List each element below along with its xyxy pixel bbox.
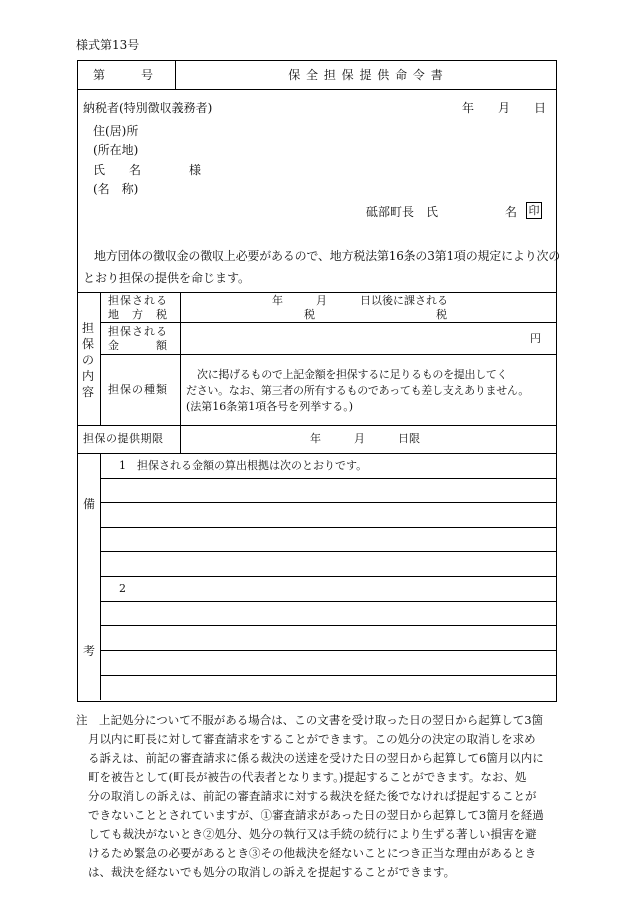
amount-unit: 円 [530,332,541,345]
secured-amount-label-2: 金 額 [108,339,168,352]
content-side-label-2: 保 [82,337,95,351]
document-title: 保 全 担 保 提 供 命 令 書 [288,68,444,82]
secured-tax-label-1: 担保される [108,294,168,307]
notice-line-5: 分の取消しの訴えは、前記の審査請求に対する裁決を経た後でなければ提起することが [88,789,537,803]
notice-line-4: 町を被告として(町長が被告の代表者となります。)提起することができます。なお、処 [88,770,527,784]
remarks-item-2: 2 [119,582,126,595]
address-label: 住(居)所 [93,124,139,138]
content-side-label-5: 容 [82,385,95,399]
issue-date: 年 月 日 [462,101,547,115]
deadline-label: 担保の提供期限 [83,432,164,445]
seal-mark: 印 [526,202,542,219]
tax-type-text: 税 税 [304,308,447,321]
taxpayer-label: 納税者(特別徴収義務者) [83,101,213,115]
secured-amount-label-1: 担保される [108,325,168,338]
remarks-side-label-bottom: 考 [83,644,96,658]
content-side-label-1: 担 [82,321,95,335]
form-number: 様式第13号 [76,38,140,52]
order-text-line2: とおり担保の提供を命じます。 [83,271,251,285]
collateral-type-line1: 次に掲げるもので上記金額を担保するに足りるものを提出してく [197,368,508,381]
document-number-label: 第 号 [93,68,154,82]
notice-line-3: る訴えは、前記の審査請求に係る裁決の送達を受けた日の翌日から起算して6箇月以内に [88,751,544,765]
location-label: (所在地) [93,143,139,157]
content-side-label-4: 内 [82,369,95,383]
remarks-side-label-top: 備 [83,497,96,511]
taxpayer-name-label: 氏 名 様 [93,163,202,177]
tax-date-text: 年 月 日以後に課される [272,294,448,307]
notice-line-9: は、裁決を経ないでも処分の取消しの訴えを提起することができます。 [88,865,456,879]
remarks-item-1: 1 担保される金額の算出根拠は次のとおりです。 [119,459,368,472]
collateral-type-line3: (法第16条第1項各号を列挙する。) [186,400,354,413]
notice-line-7: しても裁決がないとき②処分、処分の執行又は手続の続行により生ずる著しい損害を避 [88,827,537,841]
deadline-value: 年 月 日限 [310,432,420,445]
notice-line-8: けるため緊急の必要があるとき③その他裁決を経ないことにつき正当な理由があるとき [88,846,537,860]
order-text-line1: 地方団体の徴収金の徴収上必要があるので、地方税法第16条の3第1項の規定により次の [94,249,561,263]
collateral-type-line2: ださい。なお、第三者の所有するものであっても差し支えありません。 [186,384,529,397]
form-frame [77,60,557,702]
notice-line-1: 注 上記処分について不服がある場合は、この文書を受け取った日の翌日から起算して3箇 [76,713,544,727]
collateral-type-label: 担保の種類 [108,383,168,396]
secured-tax-label-2: 地 方 税 [108,308,168,321]
issuer-title: 砥部町長 氏 [366,205,439,219]
corporate-name-label: (名 称) [93,182,139,196]
issuer-name-label: 名 [505,205,518,219]
content-side-label-3: の [82,353,95,367]
notice-line-2: 月以内に町長に対して審査請求をすることができます。この処分の決定の取消しを求め [88,732,536,746]
notice-line-6: できないこととされていますが、①審査請求があった日の翌日から起算して3箇月を経過 [88,808,544,822]
